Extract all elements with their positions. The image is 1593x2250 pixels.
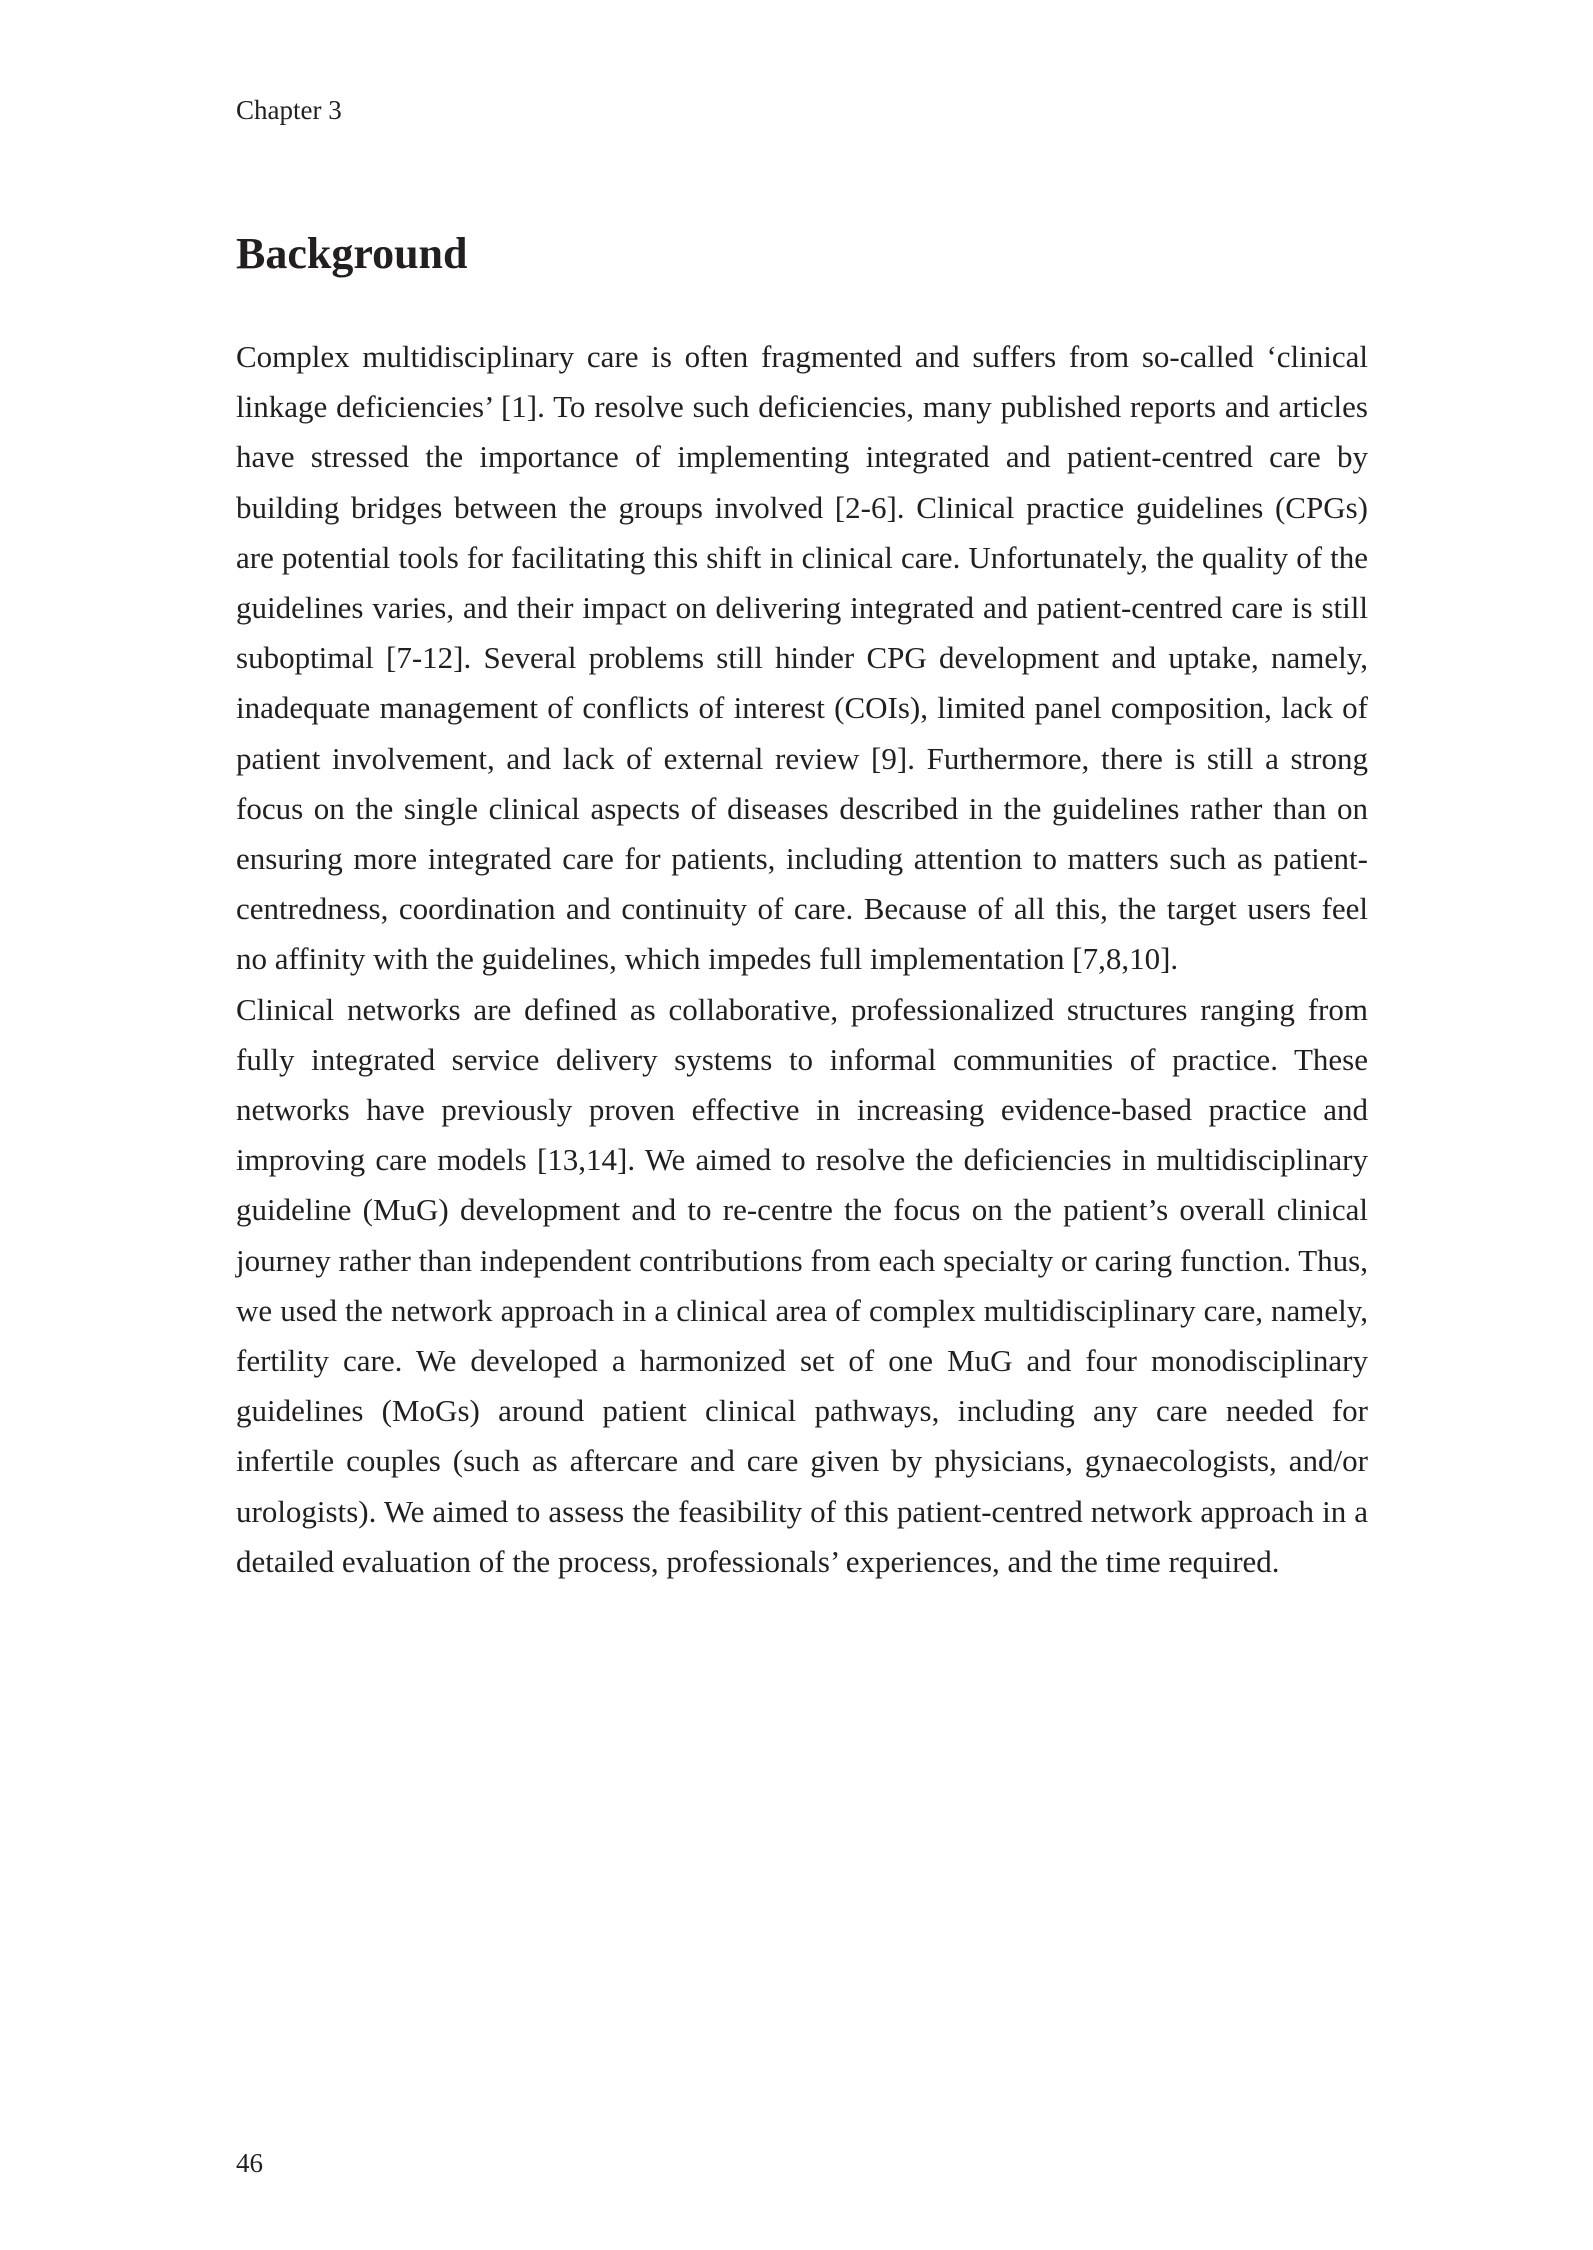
paragraph-2: Clinical networks are defined as collaborative, professionalized structures ranging from fully integrated service delivery systems to informal communities of practice. These networks have previously proven effective in increasing evidence-based practice and improving care models [13,14]. We aimed to resolve the deficiencies in multidisciplinary guideline (MuG) development and to re-centre the focus on the patient’s overall clinical journey rather than independent contributions from each specialty or caring function. Thus, we used the network approach in a clinical area of complex multidisciplinary care, namely, fertility care. We developed a harmonized set of one MuG and four monodisciplinary guidelines (MoGs) around patient clinical pathways, including any care needed for infertile couples (such as aftercare and care given by physicians, gynaecologists, and/or urologists). We aimed to assess the feasibility of this patient-centred network approach in a detailed evaluation of the process, professionals’ experiences, and the time required. bbox=[236, 991, 1368, 1579]
paragraph-1: Complex multidisciplinary care is often fragmented and suffers from so-called ‘clinical linkage deficiencies’ [1]. To resolve such deficiencies, many published reports and articles have stressed the importance of implementing integrated and patient-centred care by building bridges between the groups involved [2-6]. Clinical practice guidelines (CPGs) are potential tools for facilitating this shift in clinical care. Unfortunately, the quality of the guidelines varies, and their impact on delivering integrated and patient-centred care is still suboptimal [7-12]. Several problems still hinder CPG development and uptake, namely, inadequate management of conflicts of interest (COIs), limited panel composition, lack of patient involvement, and lack of external review [9]. Furthermore, there is still a strong focus on the single clinical aspects of diseases described in the guidelines rather than on ensuring more integrated care for patients, including attention to matters such as patient-centredness, coordination and continuity of care. Because of all this, the target users feel no affinity with the guidelines, which impedes full implementation [7,8,10]. bbox=[236, 339, 1368, 977]
running-header: Chapter 3 bbox=[236, 95, 342, 125]
section-heading: Background bbox=[236, 229, 468, 278]
page-number: 46 bbox=[236, 2148, 263, 2178]
body-text bbox=[236, 332, 1368, 1587]
